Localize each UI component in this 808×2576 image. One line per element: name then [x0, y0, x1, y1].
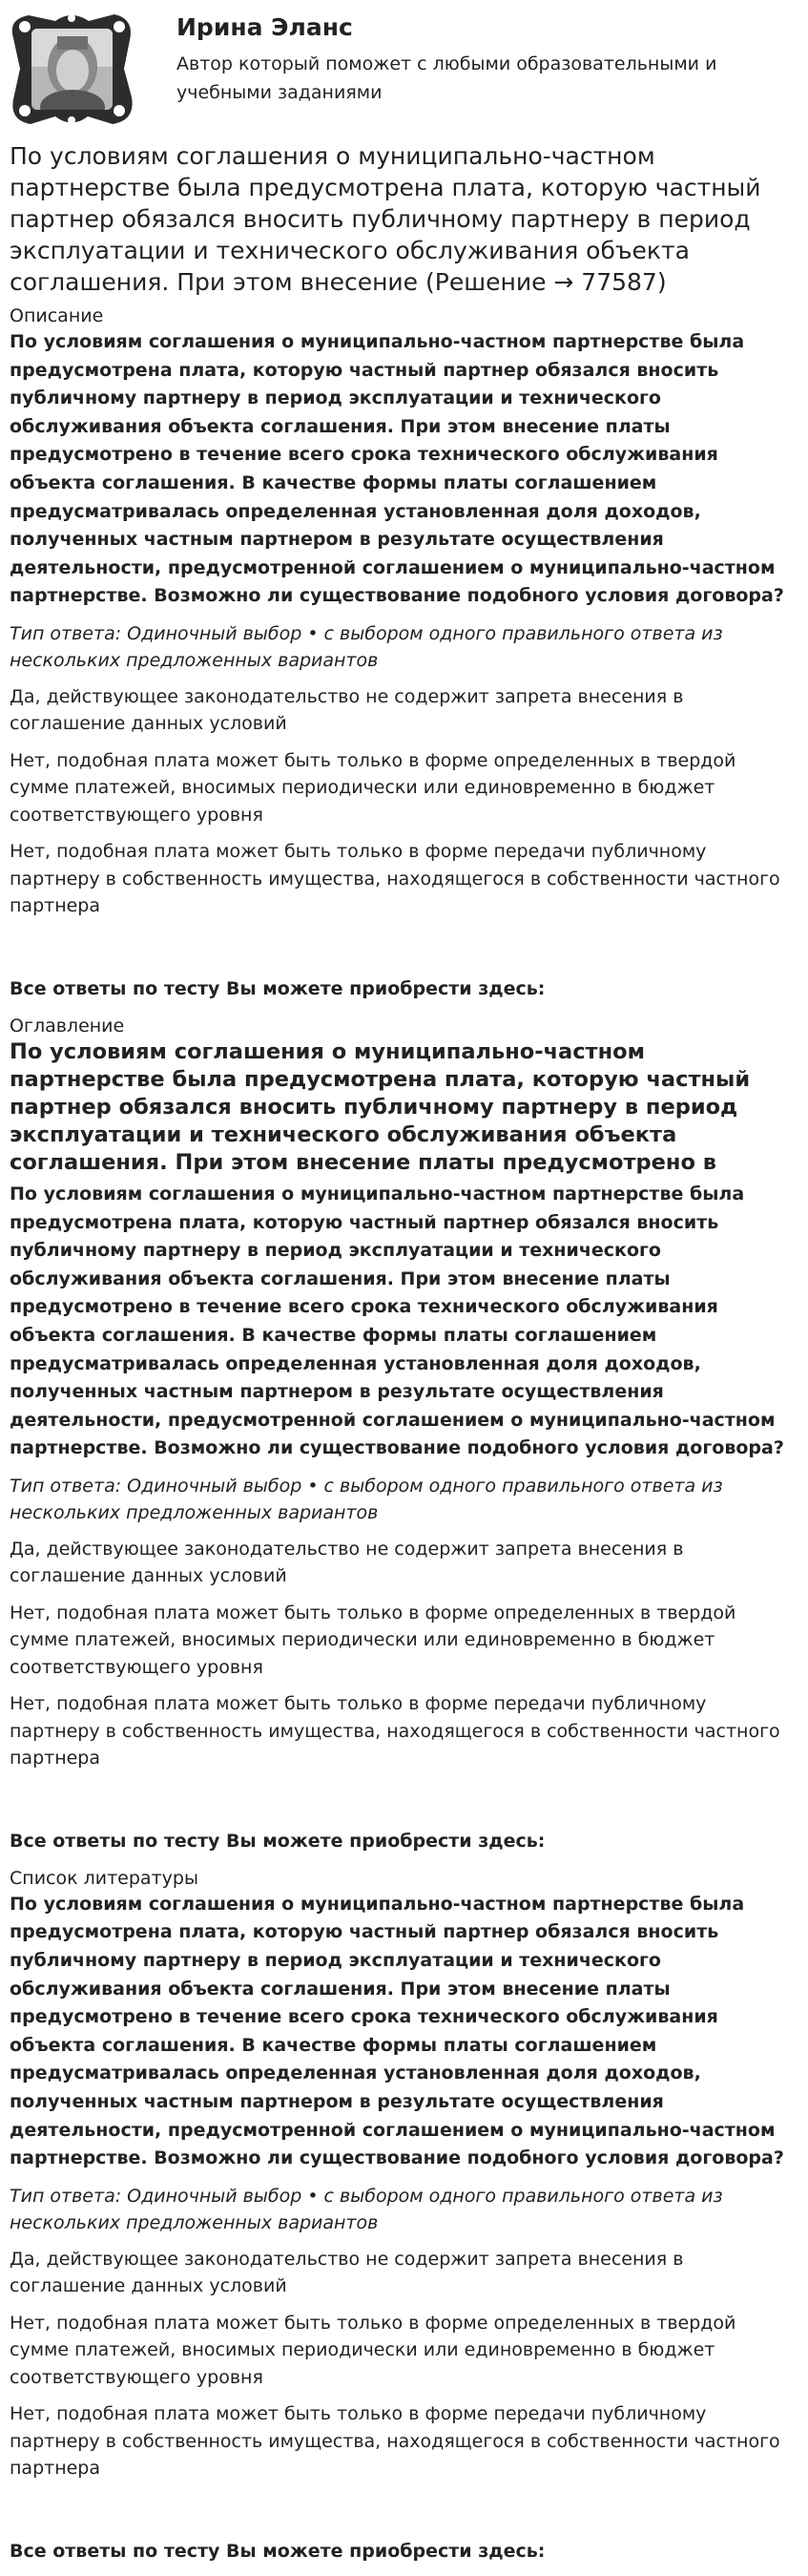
- answer-option: Да, действующее законодательство не содержит запрета внесения в соглашение данных условий: [10, 685, 684, 735]
- toc-heading: По условиям соглашения о муниципально-частном партнерстве была предусмотрена плата, которую частный партнер обязался вносить публичному партнеру в период эксплуатации и технического обслуживания объекта соглашения. При этом внесение платы предусмотрено в: [10, 1038, 751, 1175]
- page-title: По условиям соглашения о муниципально-частном партнерстве была предусмотрена плата, которую частный партнер обязался вносить публичному партнеру в период эксплуатации и технического обслуживания объекта соглашения. При этом внесение (Решение → 77587): [10, 142, 761, 296]
- answer-type: Тип ответа: Одиночный выбор • с выбором одного правильного ответа из нескольких предложенных вариантов: [10, 1475, 723, 1523]
- answer-option: Нет, подобная плата может быть только в форме передачи публичному партнеру в собственность имущества, находящегося в собственности частного партнера: [10, 841, 780, 917]
- toc-section: [10, 1014, 798, 1854]
- question-text: По условиям соглашения о муниципально-частном партнерстве была предусмотрена плата, которую частный партнер обязался вносить публичному партнеру в период эксплуатации и технического обслуживания объекта соглашения. При этом внесение платы предусмотрено в течение всего срока технического обслуживания объекта соглашения. В качестве формы платы соглашением предусматривалась определенная установленная доля доходов, полученных частным партнером в результате осуществления деятельности, предусмотренной соглашением о муниципально-частном партнерстве. Возможно ли существование подобного условия договора?: [10, 1183, 784, 1459]
- answer-type: Тип ответа: Одиночный выбор • с выбором одного правильного ответа из нескольких предложенных вариантов: [10, 622, 723, 671]
- question-text: По условиям соглашения о муниципально-частном партнерстве была предусмотрена плата, которую частный партнер обязался вносить публичному партнеру в период эксплуатации и технического обслуживания объекта соглашения. При этом внесение платы предусмотрено в течение всего срока технического обслуживания объекта соглашения. В качестве формы платы соглашением предусматривалась определенная установленная доля доходов, полученных частным партнером в результате осуществления деятельности, предусмотренной соглашением о муниципально-частном партнерстве. Возможно ли существование подобного условия договора?: [10, 331, 784, 607]
- section-label-literature: Список литературы: [10, 1867, 198, 1889]
- answer-option: Нет, подобная плата может быть только в форме определенных в твердой сумме платежей, вносимых периодически или единовременно в бюджет соответствующего уровня: [10, 749, 736, 826]
- author-avatar[interactable]: [8, 10, 136, 129]
- author-name[interactable]: Ирина Эланс: [176, 13, 353, 41]
- answer-option: Нет, подобная плата может быть только в форме передачи публичному партнеру в собственность имущества, находящегося в собственности частного партнера: [10, 2403, 780, 2480]
- answer-option: Да, действующее законодательство не содержит запрета внесения в соглашение данных условий: [10, 2248, 684, 2297]
- author-card: [0, 0, 808, 129]
- buy-note: Все ответы по тесту Вы можете приобрести здесь:: [10, 977, 546, 999]
- question-text: По условиям соглашения о муниципально-частном партнерстве была предусмотрена плата, которую частный партнер обязался вносить публичному партнеру в период эксплуатации и технического обслуживания объекта соглашения. При этом внесение платы предусмотрено в течение всего срока технического обслуживания объекта соглашения. В качестве формы платы соглашением предусматривалась определенная установленная доля доходов, полученных частным партнером в результате осуществления деятельности, предусмотренной соглашением о муниципально-частном партнерстве. Возможно ли существование подобного условия договора?: [10, 1893, 784, 2169]
- main-content: [0, 140, 808, 2565]
- avatar-film-frame-icon: [8, 10, 136, 129]
- section-label-toc: Оглавление: [10, 1015, 125, 1037]
- description-section: [10, 304, 798, 1002]
- answer-option: Да, действующее законодательство не содержит запрета внесения в соглашение данных условий: [10, 1538, 684, 1587]
- answer-option: Нет, подобная плата может быть только в форме передачи публичному партнеру в собственность имущества, находящегося в собственности частного партнера: [10, 1693, 780, 1770]
- answer-option: Нет, подобная плата может быть только в форме определенных в твердой сумме платежей, вносимых периодически или единовременно в бюджет соответствующего уровня: [10, 1602, 736, 1678]
- literature-section: [10, 1866, 798, 2565]
- buy-note: Все ответы по тесту Вы можете приобрести здесь:: [10, 1830, 546, 1852]
- answer-type: Тип ответа: Одиночный выбор • с выбором одного правильного ответа из нескольких предложенных вариантов: [10, 2185, 723, 2233]
- buy-note: Все ответы по тесту Вы можете приобрести здесь:: [10, 2540, 546, 2562]
- author-description: Автор который поможет с любыми образовательными и учебными заданиями: [176, 53, 717, 103]
- answer-option: Нет, подобная плата может быть только в форме определенных в твердой сумме платежей, вносимых периодически или единовременно в бюджет соответствующего уровня: [10, 2312, 736, 2388]
- section-label-description: Описание: [10, 305, 104, 326]
